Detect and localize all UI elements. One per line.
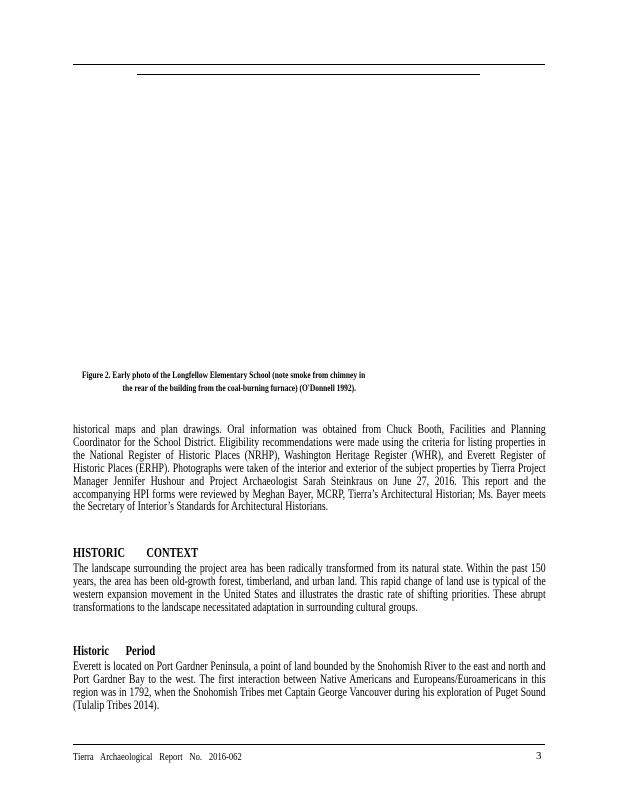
header-rule xyxy=(73,64,545,65)
paragraph-historic-period: Everett is located on Port Gardner Peninsula, a point of land bounded by the Snohomish River to the east and north and Port Gardner Bay to the west. The first interaction between Native Americans and Europeans/Euroamericans in this region was in 1792, when the Snohomish Tribes met Captain George Vancouver during his exploration of Puget Sound (Tulalip Tribes 2014). xyxy=(73,659,546,712)
page-number: 3 xyxy=(536,750,542,762)
heading-historic-period: Historic Period xyxy=(73,643,156,658)
footer-report-title: Tierra Archaeological Report No. 2016-062 xyxy=(73,751,242,763)
figure-top-rule xyxy=(137,74,480,75)
paragraph-methods: historical maps and plan drawings. Oral information was obtained from Chuck Booth, Facilities and Planning Coordinator for the School District. Eligibility recommendations were made using the criteria for listing properties in the National Register of Historic Places (NRHP), Washington Heritage Register (WHR), and Everett Register of Historic Places (ERHP). Photographs were taken of the interior and exterior of the subject properties by Tierra Project Manager Jennifer Hushour and Project Archaeologist Sarah Steinkraus on June 27, 2016. This report and the accompanying HPI forms were reviewed by Meghan Bayer, MCRP, Tierra’s Architectural Historian; Ms. Bayer meets the Secretary of Interior’s Standards for Architectural Historians. xyxy=(73,422,546,514)
figure-caption-line-1: Figure 2. Early photo of the Longfellow Elementary School (note smoke from chimney in xyxy=(82,370,366,381)
paragraph-historic-context: The landscape surrounding the project area has been radically transformed from its natural state. Within the past 150 years, the area has been old-growth forest, timberland, and urban land. This rapid change of land use is typical of the western expansion movement in the United States and illustrates the drastic rate of shifting priorities. These abrupt transformations to the landscape necessitated adaptation in surrounding cultural groups. xyxy=(73,561,546,614)
footer-rule xyxy=(73,744,545,745)
figure-photo-area xyxy=(73,80,545,360)
figure-caption-line-2: the rear of the building from the coal-burning furnace) (O'Donnell 1992). xyxy=(122,383,356,394)
figure-caption xyxy=(82,369,530,395)
heading-historic-context: HISTORIC CONTEXT xyxy=(73,545,199,560)
